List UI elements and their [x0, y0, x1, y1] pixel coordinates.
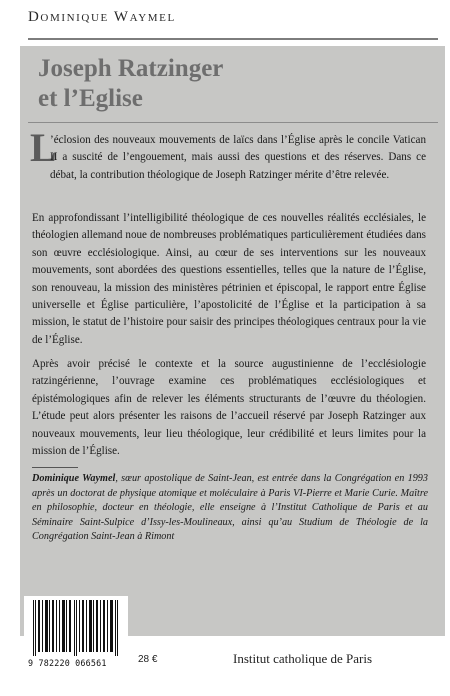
price: 28 €: [138, 654, 158, 665]
book-title: [38, 54, 418, 114]
barcode-bars: [33, 600, 121, 656]
publisher: Institut catholique de Paris: [233, 651, 373, 666]
intro-paragraph: ’éclosion des nouveaux mouvements de laïcs dans l’Église après le concile Vatican II a suscité de l’engouement, mais aussi des questions et des réserves. Dans ce débat, la contribution théologique de Joseph Ratzinger mérite d’être relevée.: [50, 134, 426, 181]
bio-author-name: Dominique Waymel: [32, 473, 116, 484]
title-divider: [28, 122, 438, 123]
author-name: Dominique Waymel: [28, 9, 176, 25]
bio-text: , sœur apostolique de Saint-Jean, est entrée dans la Congrégation en 1993 après un doctorat de physique atomique et moléculaire à Paris VI-Pierre et Marie Curie. Maître en philosophie, docteur en théologie, elle enseigne à l’Institut Catholique de Paris et au Séminaire Saint-Sulpice d’Issy-les-Moulineaux, ainsi qu’au Studium de Théologie de la Congrégation Saint-Jean à Rimont: [32, 473, 428, 543]
body-paragraph-1: En approfondissant l’intelligibilité théologique de ces nouvelles réalités ecclésiales, le théologien allemand noue de nombreuses problématiques particulièrement étudiées dans son œuvre ecclésiologique. Ainsi, au cœur de ses interventions sur les nouveaux mouvements, sont abordées des questions essentielles, telles que la nature de l’Église, son renouveau, la mission des ministères pétrinien et épiscopal, le rapport entre Église universelle et Église particulière, l’apostolicité de l’Église et la participation à sa mission, le statut de l’histoire pour saisir des principes théologiques centraux pour la vie de l’Église.: [32, 212, 426, 346]
author-bio: [32, 472, 428, 545]
book-title-line-2: et l’Eglise: [38, 85, 143, 112]
bio-divider: [32, 467, 78, 468]
intro-dropcap: L: [30, 125, 57, 170]
barcode-digits: 9 782220 066561: [28, 658, 107, 668]
book-title-line-1: Joseph Ratzinger: [38, 55, 224, 82]
body-paragraph-2: Après avoir précisé le contexte et la source augustinienne de l’ecclésiologie ratzingérienne, l’ouvrage examine ces problématiques ecclésiologiques et épistémologiques afin de relever les éléments structurants de l’œuvre du théologien. L’étude peut alors présenter les raisons de l’accueil réservé par Joseph Ratzinger aux nouveaux mouvements, leur lieu théologique, leur crédibilité et leurs limites pour la mission de l’Église.: [32, 358, 426, 458]
barcode: [24, 596, 128, 678]
author-divider: [28, 38, 438, 40]
